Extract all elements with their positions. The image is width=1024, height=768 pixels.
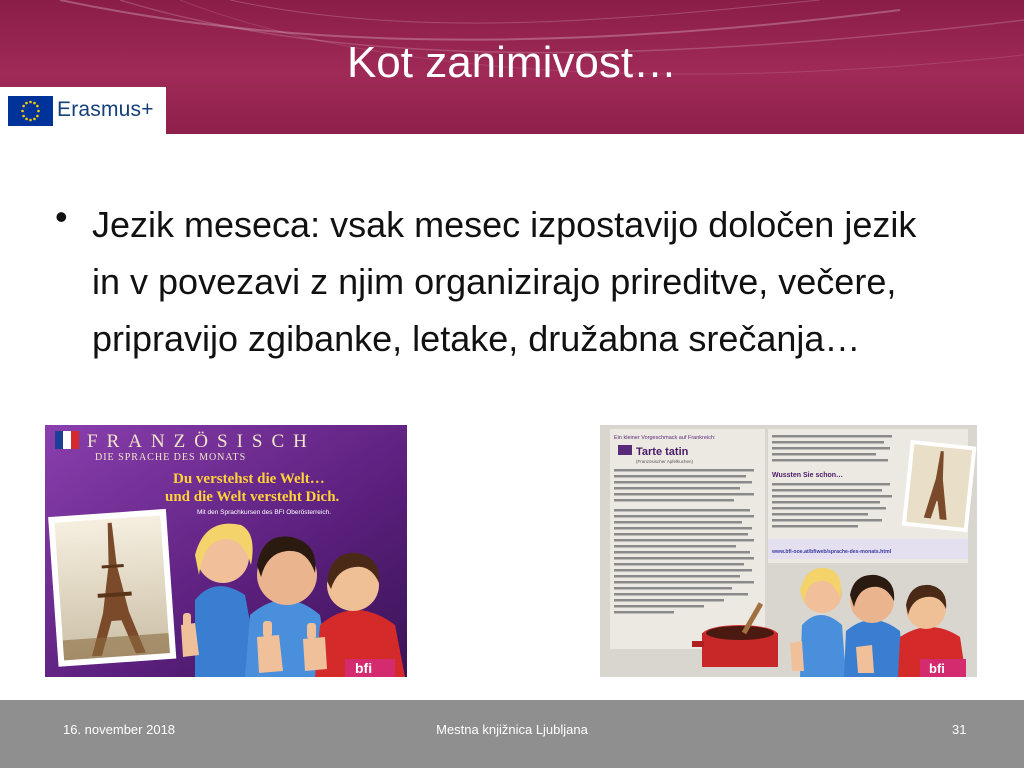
flyer-recipe-sub: (Französischer Apfelkuchen) — [636, 459, 694, 464]
flyer-photo-recipe — [600, 425, 977, 677]
poster-small-text: Mit den Sprachkursen des BFI Oberösterreich. — [197, 509, 332, 516]
slide-title: Kot zanimivost… — [346, 38, 678, 87]
flyer-recipe-header: Ein kleiner Vorgeschmack auf Frankreich: — [614, 435, 716, 441]
flyer-web-link: www.bfi-ooe.at/bfiweb/sprache-des-monats.html — [772, 549, 892, 555]
poster-subheading: DIE SPRACHE DES MONATS — [95, 452, 247, 463]
flyer-recipe-title: Tarte tatin — [636, 446, 689, 458]
logo-text: Erasmus+ — [57, 98, 154, 121]
page-number: 31 — [952, 722, 967, 737]
flyer-facts-title: Wussten Sie schon… — [772, 472, 844, 479]
poster-heading: FRANZÖSISCH — [87, 431, 316, 452]
svg-text:bfi: bfi — [929, 661, 945, 676]
bullet-text: Jezik meseca: vsak mesec izpostavijo določen jezik in v povezavi z njim organizirajo prireditve, večere, pripravijo zgibanke, letake, družabna srečanja… — [92, 204, 917, 359]
bfi-logo — [920, 659, 966, 677]
eiffel-photo — [902, 440, 977, 532]
footer-date: 16. november 2018 — [63, 722, 176, 737]
bullet-icon: • — [55, 196, 68, 237]
footer-organization: Mestna knjižnica Ljubljana — [436, 722, 588, 737]
poster-photo-french — [45, 425, 407, 677]
eu-flag-icon — [8, 96, 53, 126]
svg-text:bfi: bfi — [355, 660, 373, 676]
eiffel-postcard — [48, 509, 176, 667]
french-flag-icon — [55, 431, 79, 449]
poster-slogan-2: und die Welt versteht Dich. — [165, 489, 340, 505]
erasmus-logo — [0, 87, 166, 134]
bfi-logo — [345, 659, 395, 677]
poster-slogan-1: Du verstehst die Welt… — [173, 471, 325, 487]
